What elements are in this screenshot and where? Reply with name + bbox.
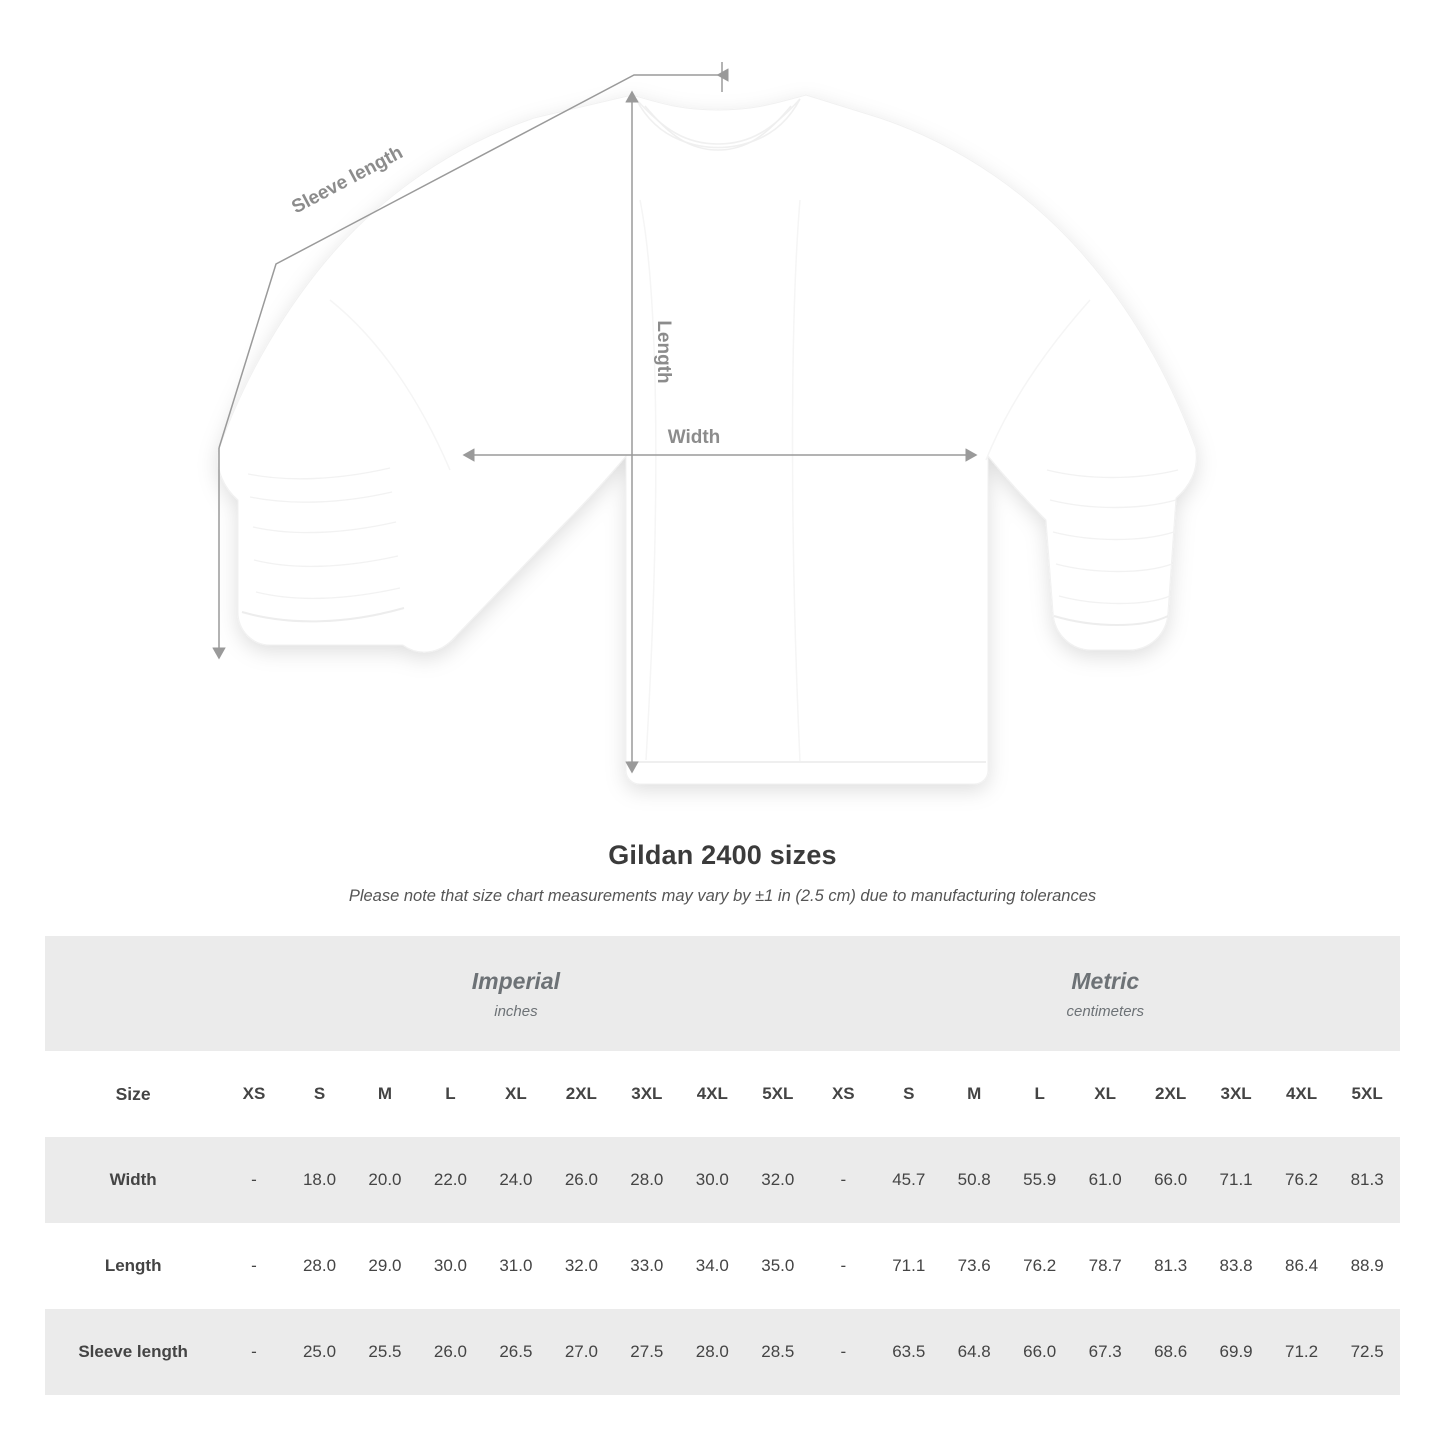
cell-sleeve-metric-5xl: 72.5 [1334,1309,1400,1395]
cell-length-metric-3xl: 83.8 [1203,1223,1268,1309]
cell-sleeve-metric-m: 64.8 [941,1309,1006,1395]
cell-width-metric-l: 55.9 [1007,1137,1072,1223]
unit-group-imperial-name: Imperial [471,967,561,994]
table-row [45,1137,1400,1223]
cell-width-imperial-m: 20.0 [352,1137,417,1223]
cell-length-metric-5xl: 88.9 [1334,1223,1400,1309]
cell-sleeve-imperial-s: 25.0 [287,1309,352,1395]
cell-length-metric-4xl: 86.4 [1269,1223,1334,1309]
cell-length-metric-2xl: 81.3 [1138,1223,1203,1309]
cell-sleeve-metric-l: 66.0 [1007,1309,1072,1395]
header-metric-xl: XL [1072,1051,1137,1137]
cell-length-metric-s: 71.1 [876,1223,941,1309]
cell-sleeve-imperial-xs: - [221,1309,286,1395]
cell-sleeve-metric-3xl: 69.9 [1203,1309,1268,1395]
chart-header [0,840,1445,906]
header-imperial-m: M [352,1051,417,1137]
cell-length-imperial-xs: - [221,1223,286,1309]
cell-length-metric-xs: - [811,1223,876,1309]
header-imperial-5xl: 5XL [745,1051,811,1137]
header-imperial-xl: XL [483,1051,548,1137]
cell-width-imperial-l: 22.0 [418,1137,483,1223]
row-label-length: Length [45,1223,221,1309]
header-imperial-l: L [418,1051,483,1137]
unit-spacer-cell [45,936,221,1051]
table-row [45,1309,1400,1395]
page-title: Gildan 2400 sizes [608,840,837,870]
header-imperial-3xl: 3XL [614,1051,679,1137]
cell-width-imperial-4xl: 30.0 [680,1137,745,1223]
unit-group-row [45,936,1400,1051]
header-size-label: Size [45,1051,221,1137]
cell-sleeve-metric-2xl: 68.6 [1138,1309,1203,1395]
cell-length-imperial-s: 28.0 [287,1223,352,1309]
cell-width-imperial-s: 18.0 [287,1137,352,1223]
cell-sleeve-metric-xs: - [811,1309,876,1395]
cell-sleeve-imperial-m: 25.5 [352,1309,417,1395]
cell-length-imperial-4xl: 34.0 [680,1223,745,1309]
cell-width-imperial-3xl: 28.0 [614,1137,679,1223]
cell-length-imperial-3xl: 33.0 [614,1223,679,1309]
header-imperial-xs: XS [221,1051,286,1137]
cell-length-metric-l: 76.2 [1007,1223,1072,1309]
size-chart-table [45,936,1400,1395]
header-metric-m: M [941,1051,1006,1137]
table-row [45,1223,1400,1309]
row-label-width: Width [45,1137,221,1223]
cell-sleeve-imperial-5xl: 28.5 [745,1309,811,1395]
unit-group-metric [811,936,1400,1051]
header-imperial-s: S [287,1051,352,1137]
cell-width-metric-xs: - [811,1137,876,1223]
header-metric-4xl: 4XL [1269,1051,1334,1137]
cell-sleeve-metric-4xl: 71.2 [1269,1309,1334,1395]
cell-width-metric-2xl: 66.0 [1138,1137,1203,1223]
cell-sleeve-imperial-l: 26.0 [418,1309,483,1395]
cell-width-metric-4xl: 76.2 [1269,1137,1334,1223]
cell-sleeve-imperial-2xl: 27.0 [549,1309,614,1395]
cell-length-imperial-5xl: 35.0 [745,1223,811,1309]
unit-group-metric-sub: centimeters [1066,1002,1145,1020]
width-label: Width [667,427,721,448]
header-imperial-4xl: 4XL [680,1051,745,1137]
unit-group-imperial-sub: inches [494,1002,538,1020]
header-imperial-2xl: 2XL [549,1051,614,1137]
cell-width-metric-s: 45.7 [876,1137,941,1223]
cell-width-imperial-5xl: 32.0 [745,1137,811,1223]
header-metric-xs: XS [811,1051,876,1137]
unit-group-imperial [221,936,810,1051]
cell-sleeve-metric-xl: 67.3 [1072,1309,1137,1395]
chart-note: Please note that size chart measurements may vary by ±1 in (2.5 cm) due to manufacturing tolerances [348,887,1097,905]
cell-width-metric-m: 50.8 [941,1137,1006,1223]
cell-width-imperial-xs: - [221,1137,286,1223]
cell-length-metric-m: 73.6 [941,1223,1006,1309]
length-label: Length [653,320,674,384]
header-metric-3xl: 3XL [1203,1051,1268,1137]
cell-width-metric-5xl: 81.3 [1334,1137,1400,1223]
cell-length-imperial-l: 30.0 [418,1223,483,1309]
cell-length-imperial-xl: 31.0 [483,1223,548,1309]
cell-width-imperial-2xl: 26.0 [549,1137,614,1223]
header-metric-2xl: 2XL [1138,1051,1203,1137]
cell-sleeve-metric-s: 63.5 [876,1309,941,1395]
size-header-row [45,1051,1400,1137]
unit-group-metric-name: Metric [1071,967,1140,994]
header-metric-5xl: 5XL [1334,1051,1400,1137]
cell-sleeve-imperial-4xl: 28.0 [680,1309,745,1395]
cell-width-imperial-xl: 24.0 [483,1137,548,1223]
sleeve-length-label: Sleeve length [288,142,407,219]
cell-length-metric-xl: 78.7 [1072,1223,1137,1309]
cell-width-metric-xl: 61.0 [1072,1137,1137,1223]
header-metric-l: L [1007,1051,1072,1137]
cell-sleeve-imperial-3xl: 27.5 [614,1309,679,1395]
row-label-sleeve-length: Sleeve length [45,1309,221,1395]
cell-length-imperial-m: 29.0 [352,1223,417,1309]
cell-width-metric-3xl: 71.1 [1203,1137,1268,1223]
cell-sleeve-imperial-xl: 26.5 [483,1309,548,1395]
cell-length-imperial-2xl: 32.0 [549,1223,614,1309]
header-metric-s: S [876,1051,941,1137]
